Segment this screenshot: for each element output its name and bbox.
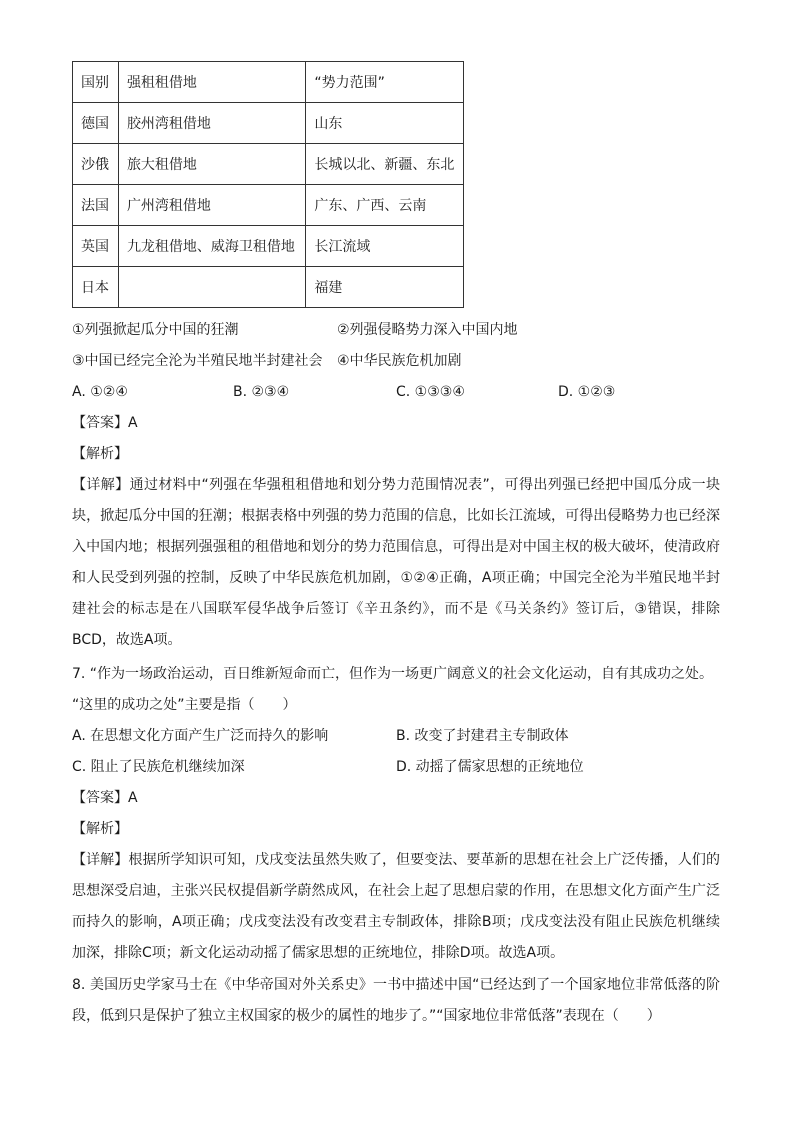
table-header-cell: “势力范围” (306, 62, 464, 103)
table-row (73, 103, 464, 144)
q6-option-d: D. ①②③ (558, 384, 616, 400)
table-cell: 长城以北、新疆、东北 (306, 144, 464, 185)
detail-label: 【详解】 (72, 852, 129, 868)
table-cell: 德国 (73, 103, 119, 144)
q8-stem: 8. 美国历史学家马士在《中华帝国对外关系史》一书中描述中国“已经达到了一个国家地位非常低落的阶段，低到只是保护了独立主权国家的极少的属性的地步了。”“国家地位非常低落”表现在（ ） (72, 977, 720, 1024)
table-cell: 福建 (306, 267, 464, 308)
q7-stem-line-2: “这里的成功之处”主要是指（ ） (72, 697, 297, 713)
q6-detail (72, 470, 720, 656)
table-cell: 沙俄 (73, 144, 119, 185)
q7-stem-line-1: 7. “作为一场政治运动，百日维新短命而亡，但作为一场更广阔意义的社会文化运动，自有其成功之处。 (72, 666, 714, 682)
table-cell: 山东 (306, 103, 464, 144)
table-cell: 长江流域 (306, 226, 464, 267)
answer-label: 【答案】 (72, 415, 128, 431)
q6-option-a: A. ①②④ (72, 384, 128, 400)
table-cell: 胶州湾租借地 (118, 103, 305, 144)
table-cell: 广州湾租借地 (118, 185, 305, 226)
q6-statement-row-2 (72, 351, 462, 371)
answer-value: A (128, 415, 138, 431)
q6-statement-row-1 (72, 320, 518, 340)
table-row (73, 185, 464, 226)
q7-option-d: D. 动摇了儒家思想的正统地位 (396, 759, 584, 775)
table-cell: 法国 (73, 185, 119, 226)
table-header-row (73, 62, 464, 103)
answer-label: 【答案】 (72, 790, 128, 806)
table-cell: 旅大租借地 (118, 144, 305, 185)
q6-statement-1: ①列强掀起瓜分中国的狂潮 (72, 322, 239, 338)
answer-value: A (128, 790, 138, 806)
table-row (73, 144, 464, 185)
q6-statement-2: ②列强侵略势力深入中国内地 (337, 322, 518, 338)
rent-sphere-table (72, 61, 464, 308)
q6-options-row (72, 382, 616, 402)
detail-text: 根据所学知识可知，戊戌变法虽然失败了，但要变法、要革新的思想在社会上广泛传播，人们的思想深受启迪，主张兴民权提倡新学蔚然成风，在社会上起了思想启蒙的作用，在思想文化方面产生广泛而持久的影响，A项正确；戊戌变法没有改变君主专制政体，排除B项；戊戌变法没有阻止民族危机继续加深，排除C项；新文化运动动摇了儒家思想的正统地位，排除D项。故选A项。 (72, 852, 721, 961)
q6-statement-3: ③中国已经完全沦为半殖民地半封建社会 (72, 353, 323, 369)
q7-option-c: C. 阻止了民族危机继续加深 (72, 759, 245, 775)
q7-detail (72, 845, 720, 969)
table-header-cell: 国别 (73, 62, 119, 103)
table-cell: 日本 (73, 267, 119, 308)
q7-option-a: A. 在思想文化方面产生广泛而持久的影响 (72, 728, 329, 744)
table-cell: 九龙租借地、威海卫租借地 (118, 226, 305, 267)
detail-label: 【详解】 (72, 477, 130, 493)
detail-text: 通过材料中“列强在华强租租借地和划分势力范围情况表”，可得出列强已经把中国瓜分成一块块，掀起瓜分中国的狂潮；根据表格中列强的势力范围的信息，比如长江流域，可得出侵略势力也已经深入中国内地；根据列强强租的租借地和划分的势力范围信息，可得出是对中国主权的极大破坏，使清政府和人民受到列强的控制，反映了中华民族危机加剧，①②④正确，A项正确；中国完全沦为半殖民地半封建社会的标志是在八国联军侵华战争后签订《辛丑条约》，而不是《马关条约》签订后，③错误，排除BCD，故选A项。 (72, 477, 720, 648)
q6-option-c: C. ①③③④ (396, 384, 465, 400)
q7-options-row-1 (72, 726, 569, 746)
table-header-cell: 强租租借地 (118, 62, 305, 103)
q6-statement-4: ④中华民族危机加剧 (337, 353, 462, 369)
q7-options-row-2 (72, 757, 584, 777)
table-cell: 广东、广西、云南 (306, 185, 464, 226)
table-cell: 英国 (73, 226, 119, 267)
table-row (73, 267, 464, 308)
q6-answer (72, 413, 138, 433)
q7-analysis-label: 【解析】 (72, 821, 128, 837)
q7-option-b: B. 改变了封建君主专制政体 (396, 728, 569, 744)
q6-analysis-label: 【解析】 (72, 446, 128, 462)
table-row (73, 226, 464, 267)
q6-option-b: B. ②③④ (233, 384, 290, 400)
table-cell (118, 267, 305, 308)
q7-answer (72, 788, 138, 808)
